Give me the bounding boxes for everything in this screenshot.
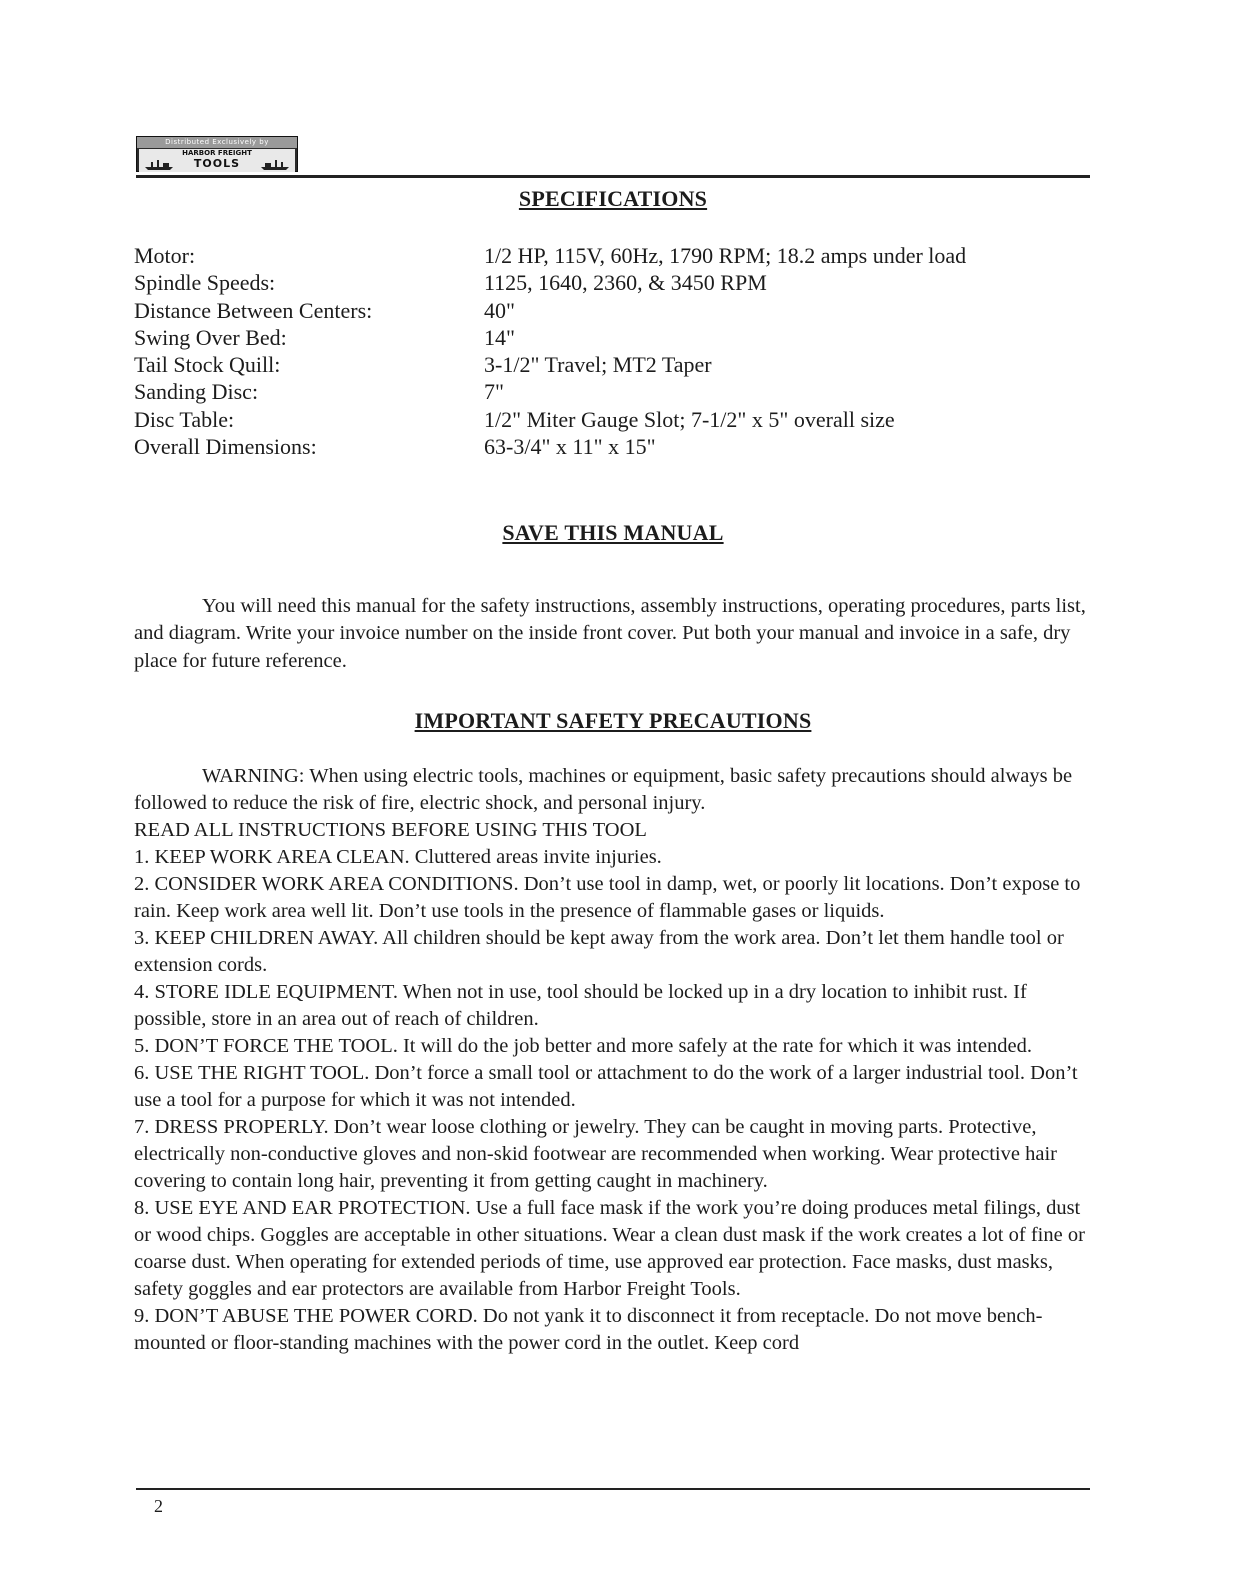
safety-item: 9. DON’T ABUSE THE POWER CORD. Do not yank it to disconnect it from receptacle. Do not move bench-mounted or floor-standing machines with the power cord in the outlet. Keep cord <box>134 1305 1043 1354</box>
logo-body <box>139 149 295 172</box>
spec-value: 63-3/4" x 11" x 15" <box>484 434 656 460</box>
spec-value: 3-1/2" Travel; MT2 Taper <box>484 352 712 378</box>
warning-paragraph: WARNING: When using electric tools, machines or equipment, basic safety precautions should always be followed to reduce the risk of fire, electric shock, and personal injury. <box>134 765 1073 814</box>
safety-item: 1. KEEP WORK AREA CLEAN. Cluttered areas invite injuries. <box>134 846 662 868</box>
page-number: 2 <box>154 1496 163 1516</box>
spec-label: Swing Over Bed: <box>134 324 287 350</box>
spec-label: Disc Table: <box>134 406 235 432</box>
harbor-freight-logo <box>136 136 298 172</box>
spec-row <box>134 324 1090 351</box>
spec-row <box>134 433 1090 460</box>
safety-item: 4. STORE IDLE EQUIPMENT. When not in use, tool should be locked up in a dry location to inhibit rust. If possible, store in an area out of reach of children. <box>134 981 1027 1030</box>
safety-item: 6. USE THE RIGHT TOOL. Don’t force a small tool or attachment to do the work of a larger industrial tool. Don’t use a tool for a purpose for which it was not intended. <box>134 1062 1078 1111</box>
read-all-instructions: READ ALL INSTRUCTIONS BEFORE USING THIS TOOL <box>134 819 647 841</box>
safety-item: 3. KEEP CHILDREN AWAY. All children should be kept away from the work area. Don’t let them handle tool or extension cords. <box>134 927 1064 976</box>
header-rule <box>136 175 1090 178</box>
spec-label: Tail Stock Quill: <box>134 352 281 378</box>
logo-harbor-freight: HARBOR FREIGHT <box>182 149 252 157</box>
spec-row <box>134 378 1090 405</box>
spec-row <box>134 297 1090 324</box>
spec-value: 1/2" Miter Gauge Slot; 7-1/2" x 5" overall size <box>484 406 895 432</box>
spec-value: 1/2 HP, 115V, 60Hz, 1790 RPM; 18.2 amps under load <box>484 243 967 268</box>
ship-left-icon <box>143 159 175 171</box>
spec-value: 40" <box>484 297 515 323</box>
spec-value: 1125, 1640, 2360, & 3450 RPM <box>484 270 767 296</box>
spec-row <box>134 242 1090 269</box>
spec-row <box>134 351 1090 378</box>
spec-row <box>134 406 1090 433</box>
safety-heading: IMPORTANT SAFETY PRECAUTIONS <box>414 708 812 733</box>
spec-label: Spindle Speeds: <box>134 270 276 296</box>
spec-label: Overall Dimensions: <box>134 434 317 460</box>
safety-item: 2. CONSIDER WORK AREA CONDITIONS. Don’t use tool in damp, wet, or poorly lit locations. Don’t expose to rain. Keep work area well lit. Don’t use tools in the presence of flammable gases or liquids. <box>134 873 1081 922</box>
spec-value: 7" <box>484 379 504 405</box>
safety-section <box>134 763 1090 1357</box>
spec-label: Distance Between Centers: <box>134 297 373 323</box>
spec-label: Sanding Disc: <box>134 379 259 405</box>
safety-item: 5. DON’T FORCE THE TOOL. It will do the job better and more safely at the rate for which it was intended. <box>134 1035 1033 1057</box>
safety-item: 7. DRESS PROPERLY. Don’t wear loose clothing or jewelry. They can be caught in moving parts. Protective, electrically non-conductive gloves and non-skid footwear are recommended when working. Wear protective hair covering to contain long hair, preventing it from getting caught in machinery. <box>134 1116 1057 1192</box>
save-manual-heading: SAVE THIS MANUAL <box>502 520 724 545</box>
spec-label: Motor: <box>134 243 196 268</box>
spec-value: 14" <box>484 324 515 350</box>
safety-item: 8. USE EYE AND EAR PROTECTION. Use a full face mask if the work you’re doing produces metal filings, dust or wood chips. Goggles are acceptable in other situations. Wear a clean dust mask if the work creates a lot of fine or coarse dust. When operating for extended periods of time, use approved ear protection. Face masks, dust masks, safety goggles and ear protectors are available from Harbor Freight Tools. <box>134 1197 1085 1300</box>
spec-row <box>134 269 1090 296</box>
ship-right-icon <box>259 159 291 171</box>
save-manual-paragraph: You will need this manual for the safety instructions, assembly instructions, operating procedures, parts list, and diagram. Write your invoice number on the inside front cover. Put both your manual and invoice in a safe, dry place for future reference. <box>134 594 1086 672</box>
specifications-heading: SPECIFICATIONS <box>518 186 708 211</box>
logo-tools: TOOLS <box>193 157 241 170</box>
logo-distributed-text: Distributed Exclusively by <box>137 137 297 148</box>
footer-rule <box>136 1488 1090 1490</box>
specifications-table <box>134 242 1090 460</box>
